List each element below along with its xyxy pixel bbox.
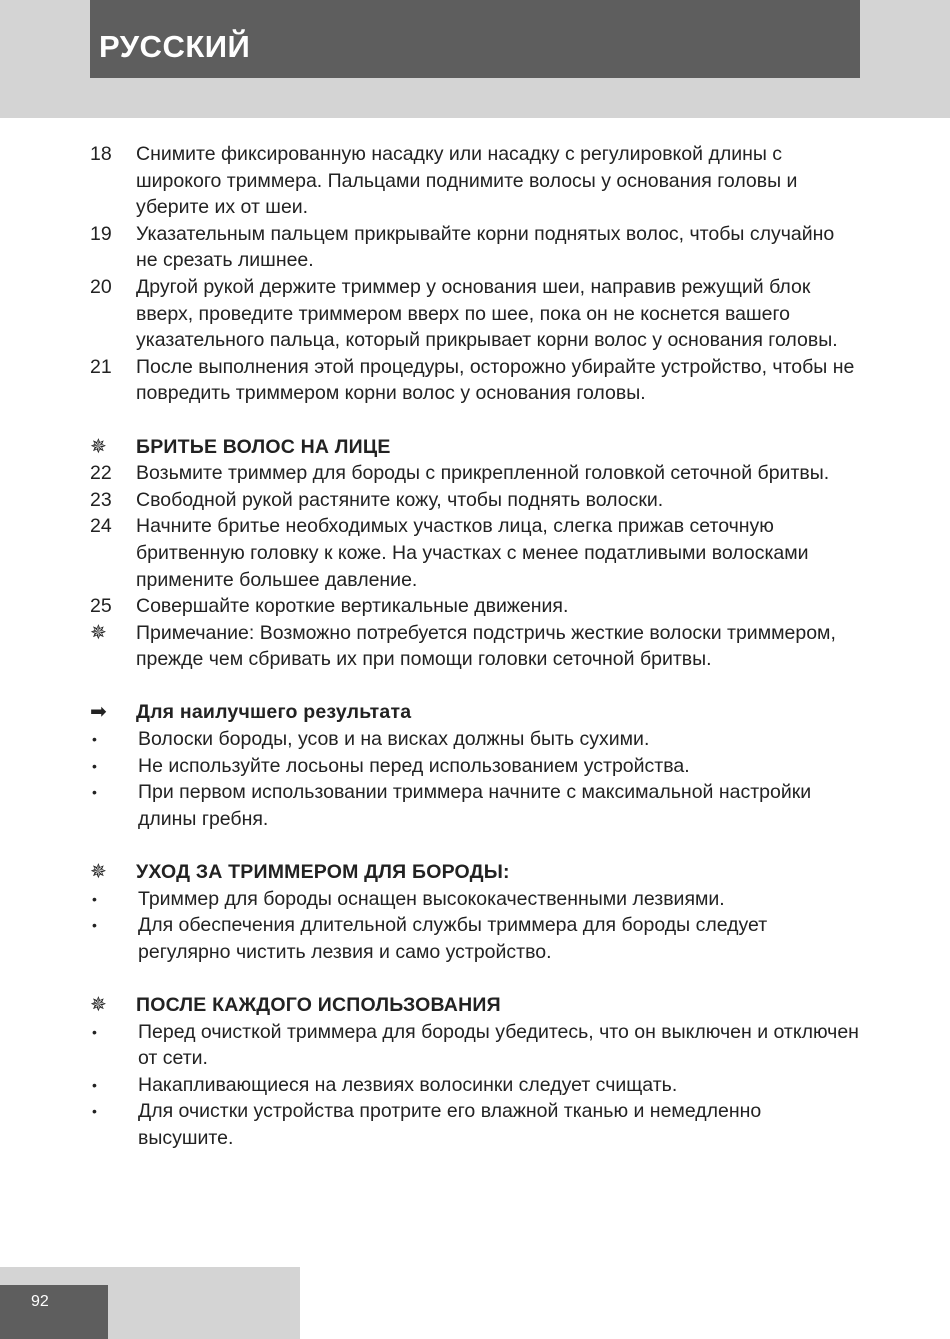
step-23 (90, 487, 860, 514)
language-title: РУССКИЙ (99, 29, 251, 64)
list-item (90, 1098, 860, 1151)
note-text: Примечание: Возможно потребуется подстричь жесткие волоски триммером, прежде чем сбривать их при помощи головки сеточной бритвы. (136, 621, 836, 671)
star-icon: ✵ (90, 621, 107, 644)
star-icon: ✵ (90, 861, 107, 884)
manual-content (90, 141, 860, 1152)
list-item-text: Волоски бороды, усов и на висках должны быть сухими. (138, 728, 650, 751)
bullet-icon: • (92, 917, 97, 934)
section-best-heading (90, 699, 860, 726)
step-21 (90, 354, 860, 407)
list-item (90, 1019, 860, 1072)
step-text: Начните бритье необходимых участков лица, слегка прижав сеточную бритвенную головку к коже. На участках с менее податливыми волосками примените большее давление. (136, 515, 809, 591)
step-20 (90, 274, 860, 354)
step-text: Совершайте короткие вертикальные движения. (136, 595, 569, 618)
step-number: 22 (90, 462, 112, 485)
bullet-icon: • (92, 757, 97, 774)
section-title: БРИТЬЕ ВОЛОС НА ЛИЦЕ (136, 435, 391, 458)
step-24 (90, 513, 860, 593)
step-number: 19 (90, 222, 112, 245)
list-item (90, 912, 860, 965)
list-item (90, 753, 860, 780)
section-title: Для наилучшего результата (136, 701, 412, 724)
section-after-heading (90, 992, 860, 1019)
language-tab (90, 0, 860, 78)
list-item-text: Для обеспечения длительной службы триммера для бороды следует регулярно чистить лезвия и само устройство. (138, 914, 768, 963)
section-title: УХОД ЗА ТРИММЕРОМ ДЛЯ БОРОДЫ: (136, 861, 510, 884)
step-18 (90, 141, 860, 221)
step-number: 21 (90, 355, 112, 378)
step-text: Свободной рукой растяните кожу, чтобы поднять волоски. (136, 488, 664, 511)
section-care-heading (90, 859, 860, 886)
step-number: 23 (90, 488, 112, 511)
bullet-icon: • (92, 890, 97, 907)
page-number: 92 (31, 1293, 49, 1310)
list-item-text: Перед очисткой триммера для бороды убедитесь, что он выключен и отключен от сети. (138, 1020, 859, 1070)
step-text: Указательным пальцем прикрывайте корни поднятых волос, чтобы случайно не срезать лишнее. (136, 222, 835, 272)
list-item (90, 726, 860, 753)
section-title: ПОСЛЕ КАЖДОГО ИСПОЛЬЗОВАНИЯ (136, 994, 501, 1016)
list-item (90, 1072, 860, 1099)
step-number: 24 (90, 515, 112, 538)
bullet-icon: • (92, 784, 97, 801)
page-number-tab (0, 1285, 108, 1339)
step-text: Другой рукой держите триммер у основания шеи, направив режущий блок вверх, проведите триммером вверх по шее, пока он не коснется вашего указательного пальца, который прикрывает корни волос у основания головы. (136, 275, 838, 352)
bullet-icon: • (92, 1076, 97, 1093)
list-item-text: Накапливающиеся на лезвиях волосинки следует счищать. (138, 1073, 678, 1096)
step-text: Возьмите триммер для бороды с прикрепленной головкой сеточной бритвы. (136, 462, 830, 485)
list-item-text: Не используйте лосьоны перед использованием устройства. (138, 754, 690, 777)
step-19 (90, 221, 860, 274)
step-25 (90, 593, 860, 620)
list-item-text: Для очистки устройства протрите его влажной тканью и немедленно высушите. (138, 1100, 762, 1149)
star-icon: ✵ (90, 435, 107, 458)
step-text: Снимите фиксированную насадку или насадку с регулировкой длины с широкого триммера. Пальцами поднимите волосы у основания головы и уберите их от шеи. (136, 143, 798, 219)
step-text: После выполнения этой процедуры, осторожно убирайте устройство, чтобы не повредить триммером корни волос у основания головы. (136, 355, 855, 405)
step-number: 18 (90, 143, 112, 165)
note (90, 620, 860, 673)
list-item-text: При первом использовании триммера начните с максимальной настройки длины гребня. (138, 781, 812, 830)
bullet-icon: • (92, 731, 97, 748)
bullet-icon: • (92, 1103, 97, 1120)
step-number: 25 (90, 595, 112, 618)
bullet-icon: • (92, 1023, 97, 1040)
list-item-text: Триммер для бороды оснащен высококачественными лезвиями. (138, 887, 725, 910)
star-icon: ✵ (90, 994, 107, 1016)
arrow-right-icon: ➡ (90, 701, 107, 724)
section-face-heading (90, 434, 860, 461)
list-item (90, 779, 860, 832)
list-item (90, 886, 860, 913)
step-22 (90, 460, 860, 487)
step-number: 20 (90, 275, 112, 298)
